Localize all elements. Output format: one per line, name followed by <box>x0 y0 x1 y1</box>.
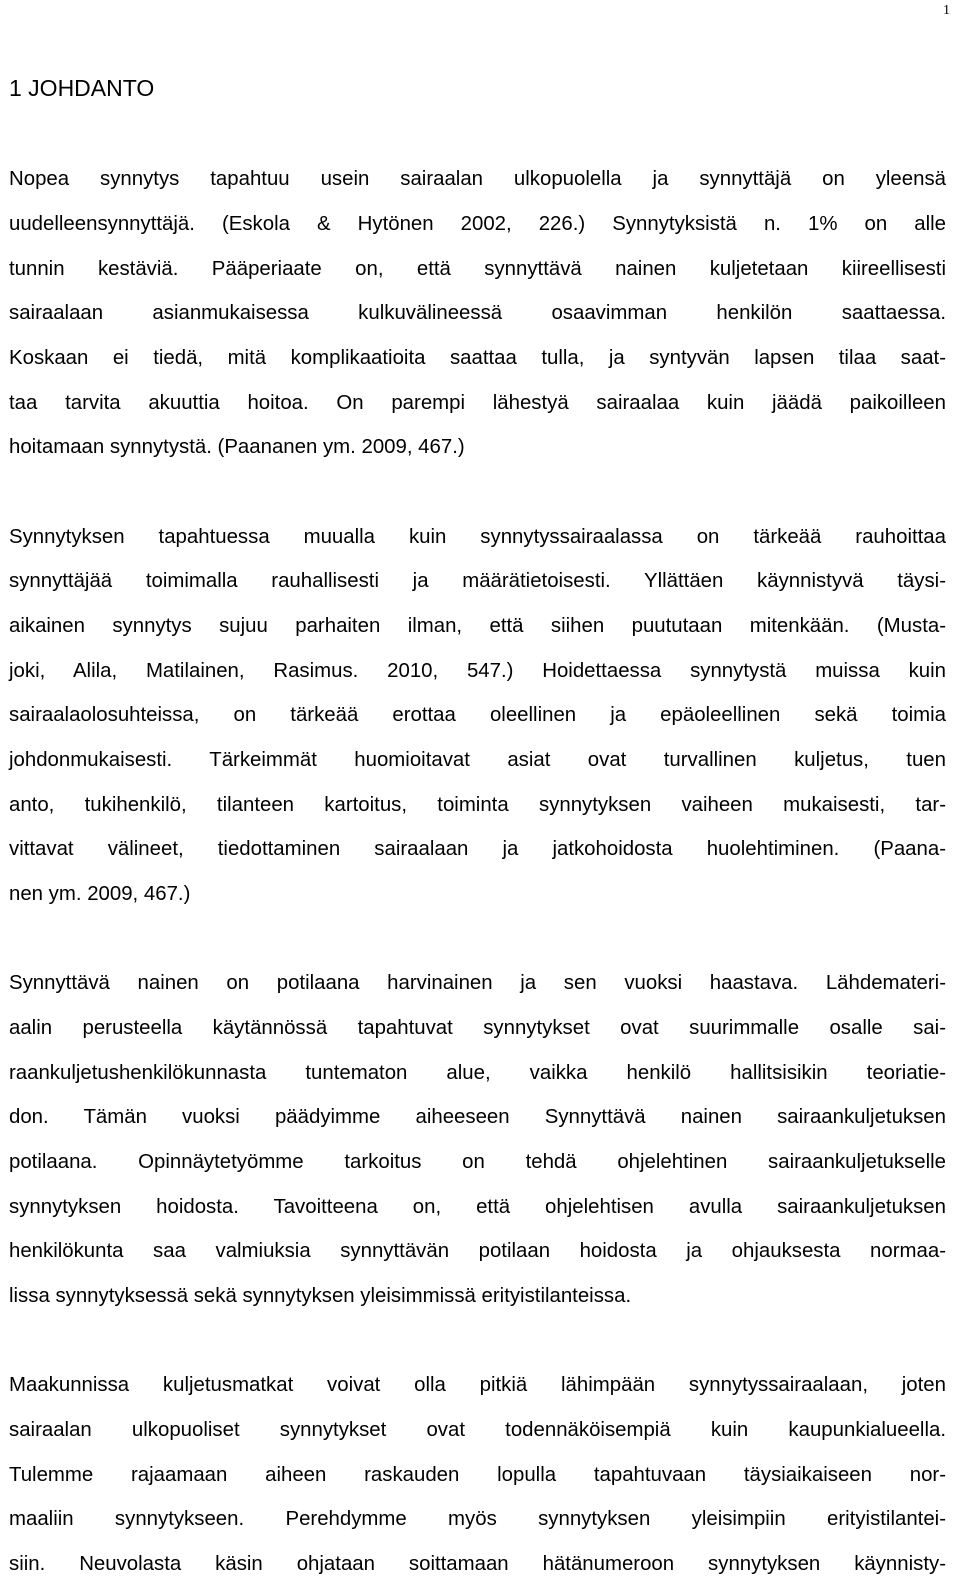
text-line: synnyttäjää toimimalla rauhallisesti ja määrätietoisesti. Yllättäen käynnistyvä täysi- <box>9 570 946 592</box>
text-line: sairaalan ulkopuoliset synnytykset ovat todennäköisempiä kuin kaupunkialueella. <box>9 1419 946 1441</box>
text-line: synnytyksen hoidosta. Tavoitteena on, että ohjelehtisen avulla sairaankuljetuksen <box>9 1196 946 1218</box>
text-line: maaliin synnytykseen. Perehdymme myös synnytyksen yleisimpiin erityistilantei- <box>9 1508 946 1530</box>
text-line: taa tarvita akuuttia hoitoa. On parempi lähestyä sairaalaa kuin jäädä paikoilleen <box>9 392 946 414</box>
text-line: Synnytyksen tapahtuessa muualla kuin synnytyssairaalassa on tärkeää rauhoittaa <box>9 526 946 548</box>
text-line: Tulemme rajaamaan aiheen raskauden lopulla tapahtuvaan täysiaikaiseen nor- <box>9 1464 946 1486</box>
page-number: 1 <box>943 3 950 18</box>
text-line: vittavat välineet, tiedottaminen sairaalaan ja jatkohoidosta huolehtiminen. (Paana- <box>9 838 946 860</box>
text-line: tunnin kestäviä. Pääperiaate on, että synnyttävä nainen kuljetetaan kiireellisesti <box>9 258 946 280</box>
text-line: aalin perusteella käytännössä tapahtuvat synnytykset ovat suurimmalle osalle sai- <box>9 1017 946 1039</box>
text-line: Nopea synnytys tapahtuu usein sairaalan ulkopuolella ja synnyttäjä on yleensä <box>9 168 946 190</box>
text-line: don. Tämän vuoksi päädyimme aiheeseen Synnyttävä nainen sairaankuljetuksen <box>9 1106 946 1128</box>
text-line: Synnyttävä nainen on potilaana harvinainen ja sen vuoksi haastava. Lähdemateri- <box>9 972 946 994</box>
text-line: nen ym. 2009, 467.) <box>9 883 191 905</box>
text-line: Koskaan ei tiedä, mitä komplikaatioita saattaa tulla, ja syntyvän lapsen tilaa saat- <box>9 347 946 369</box>
text-line: henkilökunta saa valmiuksia synnyttävän potilaan hoidosta ja ohjauksesta normaa- <box>9 1240 946 1262</box>
text-line: raankuljetushenkilökunnasta tuntematon alue, vaikka henkilö hallitsisikin teoriatie- <box>9 1062 946 1084</box>
text-line: uudelleensynnyttäjä. (Eskola & Hytönen 2002, 226.) Synnytyksistä n. 1% on alle <box>9 213 946 235</box>
section-heading: 1 JOHDANTO <box>9 75 155 101</box>
text-line: sairaalaan asianmukaisessa kulkuvälineessä osaavimman henkilön saattaessa. <box>9 302 946 324</box>
text-line: sairaalaolosuhteissa, on tärkeää erottaa oleellinen ja epäoleellinen sekä toimia <box>9 704 946 726</box>
text-line: anto, tukihenkilö, tilanteen kartoitus, toiminta synnytyksen vaiheen mukaisesti, tar- <box>9 794 946 816</box>
text-line: johdonmukaisesti. Tärkeimmät huomioitavat asiat ovat turvallinen kuljetus, tuen <box>9 749 946 771</box>
text-line: aikainen synnytys sujuu parhaiten ilman, että siihen puututaan mitenkään. (Musta- <box>9 615 946 637</box>
text-line: potilaana. Opinnäytetyömme tarkoitus on tehdä ohjelehtinen sairaankuljetukselle <box>9 1151 946 1173</box>
text-line: joki, Alila, Matilainen, Rasimus. 2010, 547.) Hoidettaessa synnytystä muissa kuin <box>9 660 946 682</box>
text-line: hoitamaan synnytystä. (Paananen ym. 2009, 467.) <box>9 436 465 458</box>
text-line: siin. Neuvolasta käsin ohjataan soittamaan hätänumeroon synnytyksen käynnisty- <box>9 1553 946 1575</box>
text-line: lissa synnytyksessä sekä synnytyksen yleisimmissä erityistilanteissa. <box>9 1285 632 1307</box>
text-line: Maakunnissa kuljetusmatkat voivat olla pitkiä lähimpään synnytyssairaalaan, joten <box>9 1374 946 1396</box>
